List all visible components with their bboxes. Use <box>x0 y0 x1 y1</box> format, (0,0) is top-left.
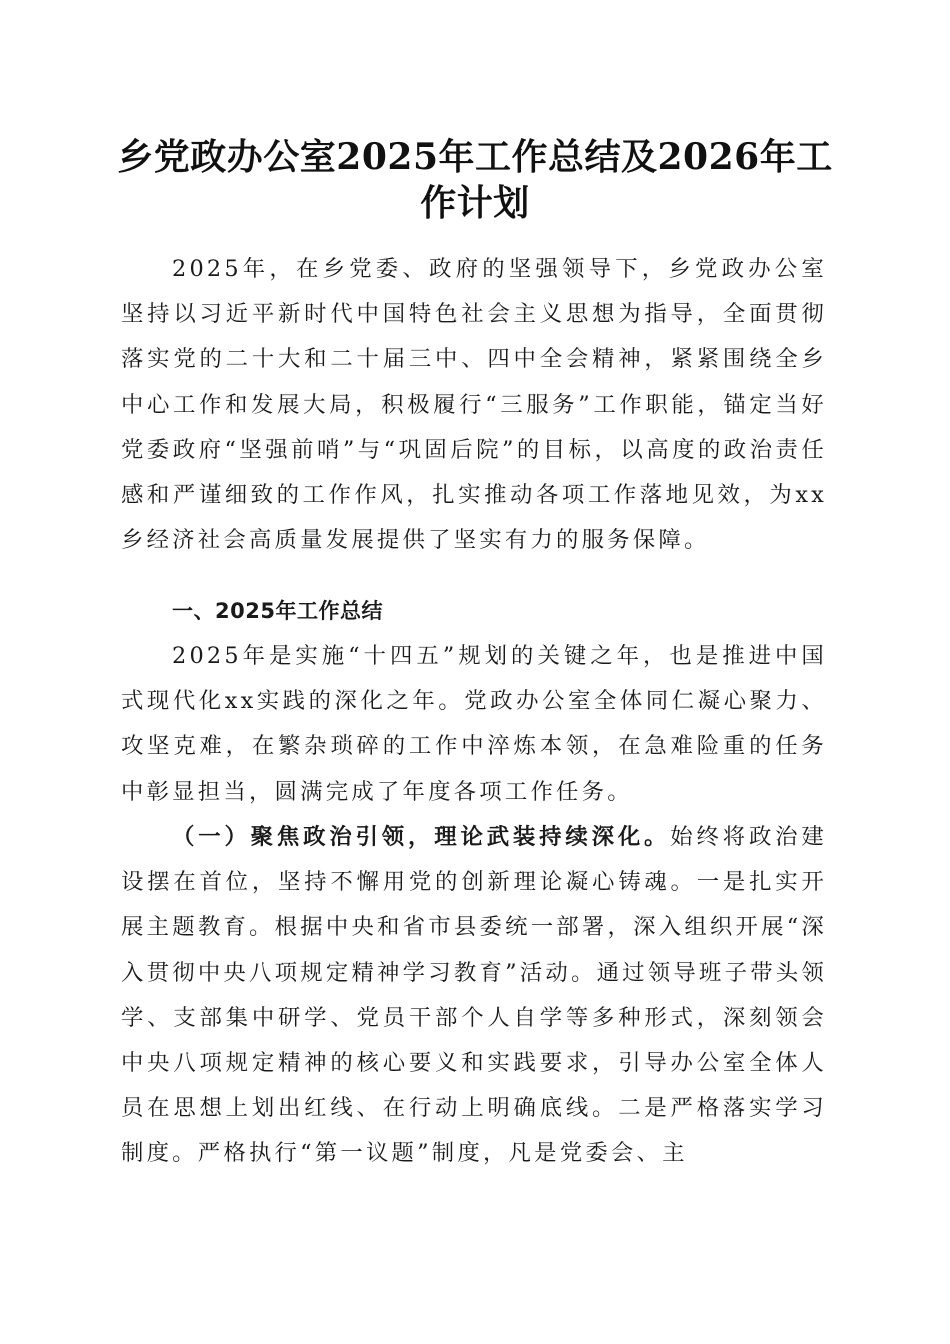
section-heading-summary: 一、2025年工作总结 <box>172 599 383 623</box>
subsection-body: 始终将政治建设摆在首位，坚持不懈用党的创新理论凝心铸魂。一是扎实开展主题教育。根据中央和省市县委统一部署，深入组织开展“深入贯彻中央八项规定精神学习教育”活动。通过领导班子带头领学、支部集中研学、党员干部个人自学等多种形式，深刻领会中央八项规定精神的核心要义和实践要求，引导办公室全体人员在思想上划出红线、在行动上明确底线。二是严格落实学习制度。严格执行“第一议题”制度，凡是党委会、主 <box>121 824 827 1167</box>
subsection-lead: （一）聚焦政治引领，理论武装持续深化。 <box>172 824 671 850</box>
summary-paragraph: 2025年是实施“十四五”规划的关键之年，也是推进中国式现代化xx实践的深化之年。党政办公室全体同仁凝心聚力、攻坚克难，在繁杂琐碎的工作中淬炼本领，在急难险重的任务中彰显担当，圆满完成了年度各项工作任务。 <box>121 643 827 805</box>
document-title: 乡党政办公室2025年工作总结及2026年工作计划 <box>117 136 833 224</box>
subsection-paragraph <box>121 815 827 1177</box>
intro-paragraph: 2025年，在乡党委、政府的坚强领导下，乡党政办公室坚持以习近平新时代中国特色社会主义思想为指导，全面贯彻落实党的二十大和二十届三中、四中全会精神，紧紧围绕全乡中心工作和发展大局，积极履行“三服务”工作职能，锚定当好党委政府“坚强前哨”与“巩固后院”的目标，以高度的政治责任感和严谨细致的工作作风，扎实推动各项工作落地见效，为xx乡经济社会高质量发展提供了坚实有力的服务保障。 <box>121 256 827 554</box>
